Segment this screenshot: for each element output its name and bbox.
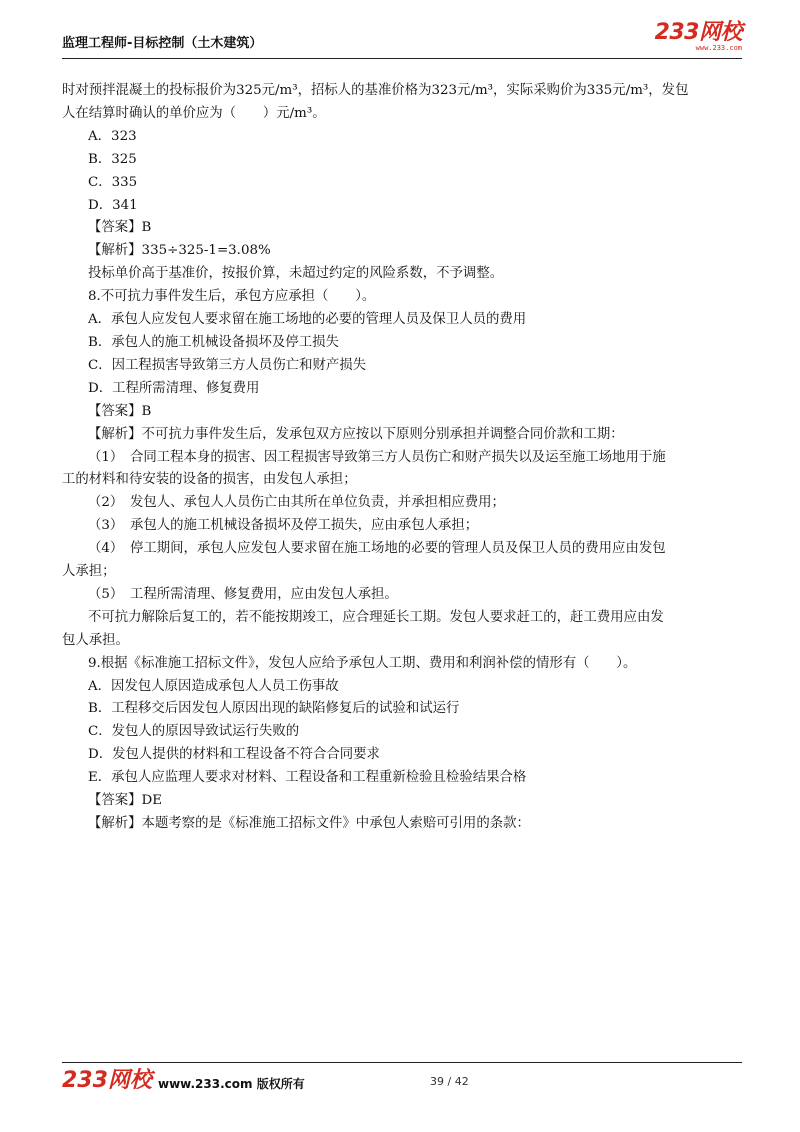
text-line: 工的材料和待安装的设备的损害，由发包人承担； [62, 472, 357, 488]
text-line: （3） 承包人的施工机械设备损坏及停工损失，应由承包人承担； [88, 518, 479, 534]
text-line: 人承担； [62, 564, 116, 580]
text-line: D．发包人提供的材料和工程设备不符合合同要求 [88, 747, 380, 763]
footer-logo: 233网校 [62, 1068, 152, 1093]
text-line: 【答案】B [88, 403, 152, 419]
brand-logo [655, 22, 742, 52]
text-line: 【解析】本题考察的是《标准施工招标文件》中承包人索赔可引用的条款： [88, 816, 530, 831]
text-line: B．工程移交后因发包人原因出现的缺陷修复后的试验和试运行 [88, 701, 460, 717]
text-line: 9.根据《标准施工招标文件》，发包人应给予承包人工期、费用和利润补偿的情形有（ ）。 [88, 655, 637, 671]
text-line: （1） 合同工程本身的损害、因工程损害导致第三方人员伤亡和财产损失以及运至施工场地用于施 [88, 449, 666, 465]
text-line: C．发包人的原因导致试运行失败的 [88, 724, 300, 740]
text-line: 【解析】335÷325-1=3.08% [88, 243, 271, 259]
text-line: 【解析】不可抗力事件发生后，发承包双方应按以下原则分别承担并调整合同价款和工期： [88, 426, 624, 442]
page-header [62, 22, 742, 59]
text-line: 时对预拌混凝土的投标报价为325元/m³，招标人的基准价格为323元/m³，实际采购价为335元/m³，发包 [62, 83, 689, 98]
text-line: A．承包人应发包人要求留在施工场地的必要的管理人员及保卫人员的费用 [88, 312, 527, 328]
text-line: A．323 [88, 128, 137, 144]
text-line: 包人承担。 [62, 632, 129, 648]
text-line: D．341 [88, 197, 138, 213]
text-line: E．承包人应监理人要求对材料、工程设备和工程重新检验且检验结果合格 [88, 770, 527, 786]
text-line: （2） 发包人、承包人人员伤亡由其所在单位负责，并承担相应费用； [88, 495, 505, 511]
text-line: （4） 停工期间，承包人应发包人要求留在施工场地的必要的管理人员及保卫人员的费用应由发包 [88, 541, 666, 557]
text-line: （5） 工程所需清理、修复费用，应由发包人承担。 [88, 586, 398, 602]
text-line: 投标单价高于基准价，按报价算，未超过约定的风险系数，不予调整。 [88, 266, 504, 282]
text-line: 8.不可抗力事件发生后，承包方应承担（ ）。 [88, 289, 376, 305]
footer-copyright: www.233.com 版权所有 [158, 1077, 305, 1091]
text-line: A．因发包人原因造成承包人人员工伤事故 [88, 678, 339, 694]
text-line: 【答案】B [88, 220, 152, 236]
text-line: 人在结算时确认的单价应为（ ）元/m³。 [62, 105, 326, 121]
logo-url: www.233.com [695, 44, 742, 52]
text-line: B．325 [88, 151, 137, 167]
logo-text: 233网校 [654, 20, 742, 45]
text-line: C．因工程损害导致第三方人员伤亡和财产损失 [88, 357, 367, 373]
document-title: 监理工程师-目标控制（土木建筑） [62, 36, 263, 51]
page-number: 39 / 42 [430, 1075, 469, 1088]
page-footer [62, 1062, 742, 1103]
text-line: 不可抗力解除后复工的，若不能按期竣工，应合理延长工期。发包人要求赶工的，赶工费用应由发 [88, 609, 664, 625]
text-line: 【答案】DE [88, 793, 163, 809]
text-line: D．工程所需清理、修复费用 [88, 380, 260, 396]
page-body [62, 80, 740, 836]
text-line: C．335 [88, 174, 138, 190]
text-line: B．承包人的施工机械设备损坏及停工损失 [88, 334, 339, 350]
